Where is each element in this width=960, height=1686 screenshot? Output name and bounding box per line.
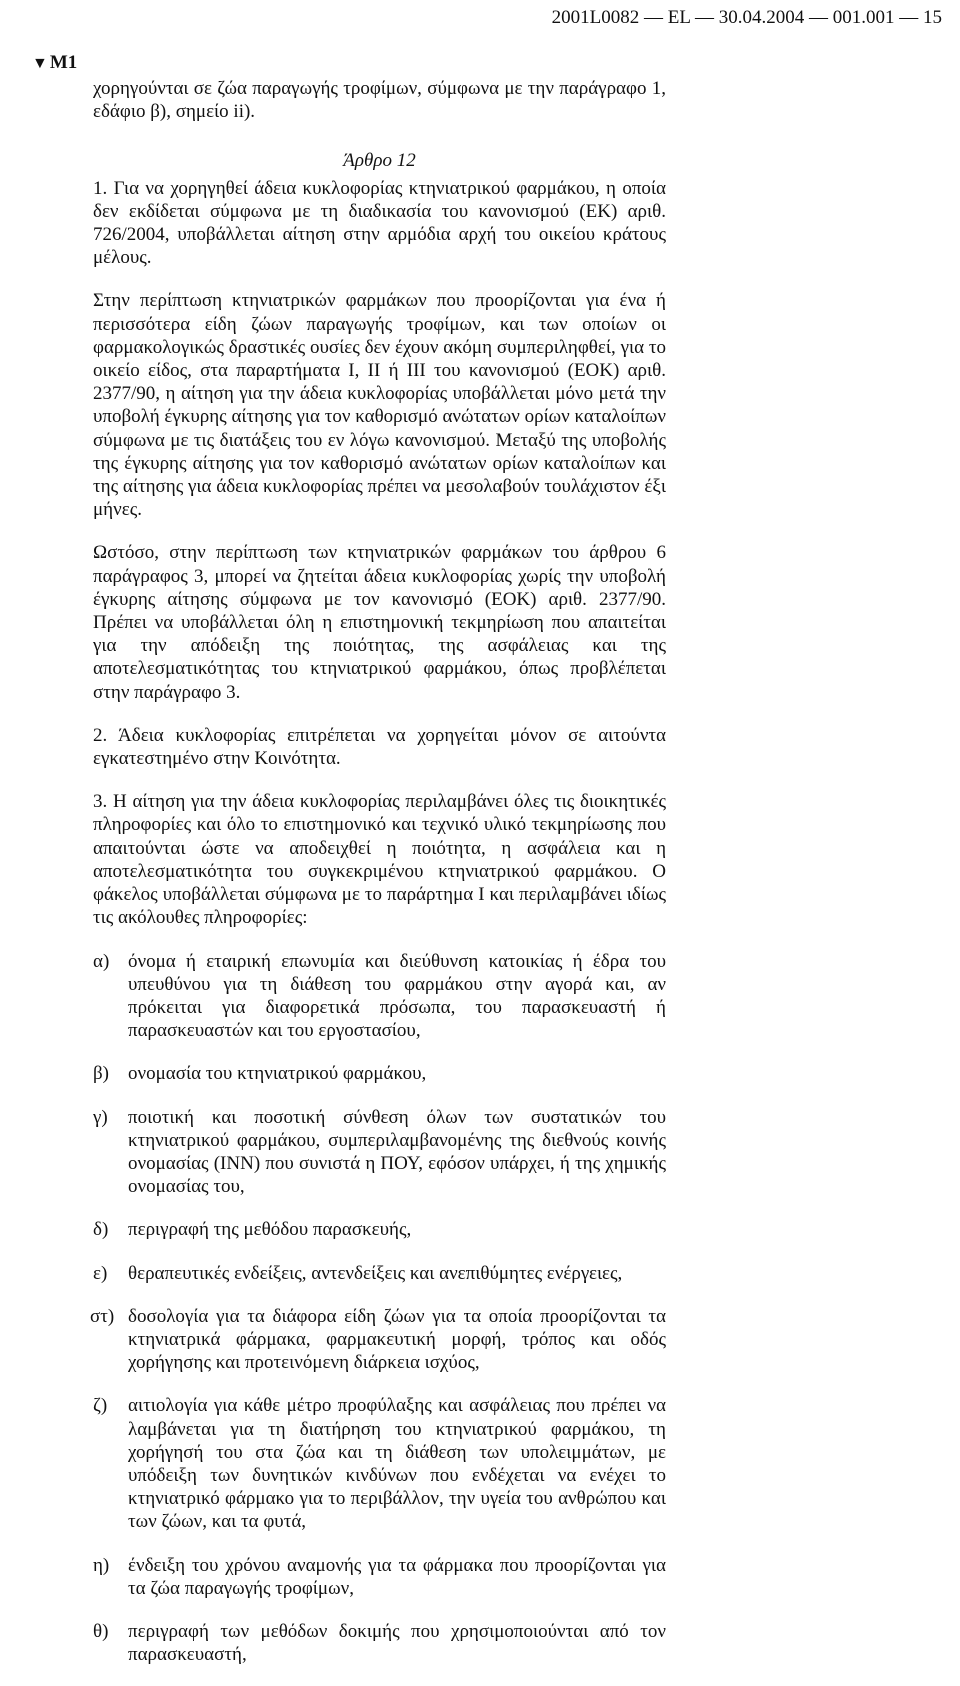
list-item [93,950,666,1043]
list-item [93,1062,666,1085]
article-title: Άρθρο 12 [343,150,416,172]
paragraph-2: 2. Άδεια κυκλοφορίας επιτρέπεται να χορηγείται μόνον σε αιτούντα εγκατεστημένο στην Κοινότητα. [93,724,666,770]
list-item-text: ένδειξη του χρόνου αναμονής για τα φάρμακα που προορίζονται για τα ζώα παραγωγής τροφίμων, [128,1554,666,1599]
triangle-down-icon: ▼ [32,55,48,72]
document-body [90,77,666,1686]
list-item [90,1305,666,1375]
list-item-text: περιγραφή της μεθόδου παρασκευής, [128,1219,412,1241]
list-item-label: η) [93,1554,110,1576]
amendment-marker [32,50,77,77]
paragraph-3: 3. Η αίτηση για την άδεια κυκλοφορίας περιλαμβάνει όλες τις διοικητικές πληροφορίες και όλο το επιστημονικό και τεχνικό υλικό τεκμηρίωσης που απαιτούνται ώστε να αποδειχθεί η ποιότητα, η ασφάλεια και η αποτελεσματικότητα του συγκεκριμένου κτηνιατρικού φαρμάκου. Ο φάκελος υποβάλλεται σύμφωνα με το παράρτημα I και περιλαμβάνει ιδίως τις ακόλουθες πληροφορίες: [93,791,666,929]
information-list [90,950,666,1667]
list-item-label: α) [93,950,110,972]
document-header: 2001L0082 — EL — 30.04.2004 — 001.001 — 15 [551,7,942,28]
list-item-text: ονομασία του κτηνιατρικού φαρμάκου, [128,1063,427,1085]
list-item-text: αιτιολογία για κάθε μέτρο προφύλαξης και ασφάλειας που πρέπει να λαμβάνεται για τη διατήρηση του κτηνιατρικού φαρμάκου, τη χορήγησή του στα ζώα και τη διάθεση των υπολειμμάτων, με υπόδειξη των δυνητικών κινδύνων που ενδέχεται να ενέχει το κτηνιατρικό φάρμακο για το περιβάλλον, την υγεία του ανθρώπου και των ζώων, και τα φυτά, [128,1395,666,1533]
list-item-text: όνομα ή εταιρική επωνυμία και διεύθυνση κατοικίας ή έδρα του υπευθύνου για τη διάθεση του φαρμάκου στην αγορά και, αν πρόκειται για διαφορετικά πρόσωπα, του παρασκευαστή ή παρασκευαστών και του εργοστασίου, [128,950,666,1042]
list-item [93,1620,666,1666]
paragraph-1-subparagraph-2: Στην περίπτωση κτηνιατρικών φαρμάκων που προορίζονται για ένα ή περισσότερα είδη ζώων παραγωγής τροφίμων, και των οποίων οι φαρμακολογικώς δραστικές ουσίες δεν έχουν ακόμη συμπεριληφθεί, για το οικείο είδος, στα παραρτήματα I, II ή III του κανονισμού (ΕΟΚ) αριθ. 2377/90, η αίτηση για την άδεια κυκλοφορίας υποβάλλεται μόνο μετά την υποβολή έγκυρης αίτησης για τον καθορισμό ανώτατων ορίων καταλοίπων σύμφωνα με τις διατάξεις του εν λόγω κανονισμού. Μεταξύ της υποβολής της έγκυρης αίτησης για τον καθορισμό ανώτατων ορίων καταλοίπων και της αίτησης για άδεια κυκλοφορίας πρέπει να μεσολαβούν τουλάχιστον έξι μήνες. [93,290,666,521]
list-item-text: περιγραφή των μεθόδων δοκιμής που χρησιμοποιούνται από τον παρασκευαστή, [128,1620,666,1666]
paragraph-1-subparagraph-3: Ωστόσο, στην περίπτωση των κτηνιατρικών φαρμάκων του άρθρου 6 παράγραφος 3, μπορεί να ζητείται άδεια κυκλοφορίας χωρίς την υποβολή έγκυρης αίτησης σύμφωνα με τον κανονισμό (ΕΟΚ) αριθ. 2377/90. Πρέπει να υποβάλλεται όλη η επιστημονική τεκμηρίωση που απαιτείται για την απόδειξη της ποιότητας, της ασφάλειας και της αποτελεσματικότητας του κτηνιατρικού φαρμάκου, όπως προβλέπεται στην παράγραφο 3. [93,542,666,703]
intro-paragraph: χορηγούνται σε ζώα παραγωγής τροφίμων, σύμφωνα με την παράγραφο 1, εδάφιο β), σημείο ii). [93,78,666,123]
list-item-label: στ) [90,1305,115,1327]
list-item-text: θεραπευτικές ενδείξεις, αντενδείξεις και ανεπιθύμητες ενέργειες, [128,1262,623,1284]
list-item-label: ζ) [93,1395,108,1417]
list-item [93,1394,666,1533]
list-item-text: δοσολογία για τα διάφορα είδη ζώων για τα οποία προορίζονται τα κτηνιατρικά φάρμακα, φαρμακευτική μορφή, τρόπος και οδός χορήγησης και προτεινόμενη διάρκεια ισχύος, [128,1305,666,1374]
list-item [93,1106,666,1199]
list-item-label: θ) [93,1620,109,1642]
list-item-label: β) [93,1063,109,1085]
list-item-label: ε) [93,1262,108,1284]
list-item-text: ποιοτική και ποσοτική σύνθεση όλων των συστατικών του κτηνιατρικού φαρμάκου, συμπεριλαμβανομένης της διεθνούς κοινής ονομασίας (INN) που συνιστά η ΠΟΥ, εφόσον υπάρχει, ή της χημικής ονομασίας του, [128,1106,666,1198]
amendment-marker-label: M1 [49,52,78,73]
list-item-label: γ) [93,1106,108,1128]
list-item [93,1554,666,1600]
list-item-label: δ) [93,1219,109,1241]
list-item [93,1262,666,1285]
list-item [93,1218,666,1241]
paragraph-1: 1. Για να χορηγηθεί άδεια κυκλοφορίας κτηνιατρικού φαρμάκου, η οποία δεν εκδίδεται σύμφωνα με τη διαδικασία του κανονισμού (ΕΚ) αριθ. 726/2004, υποβάλλεται αίτηση στην αρμόδια αρχή του οικείου κράτους μέλους. [93,177,666,269]
